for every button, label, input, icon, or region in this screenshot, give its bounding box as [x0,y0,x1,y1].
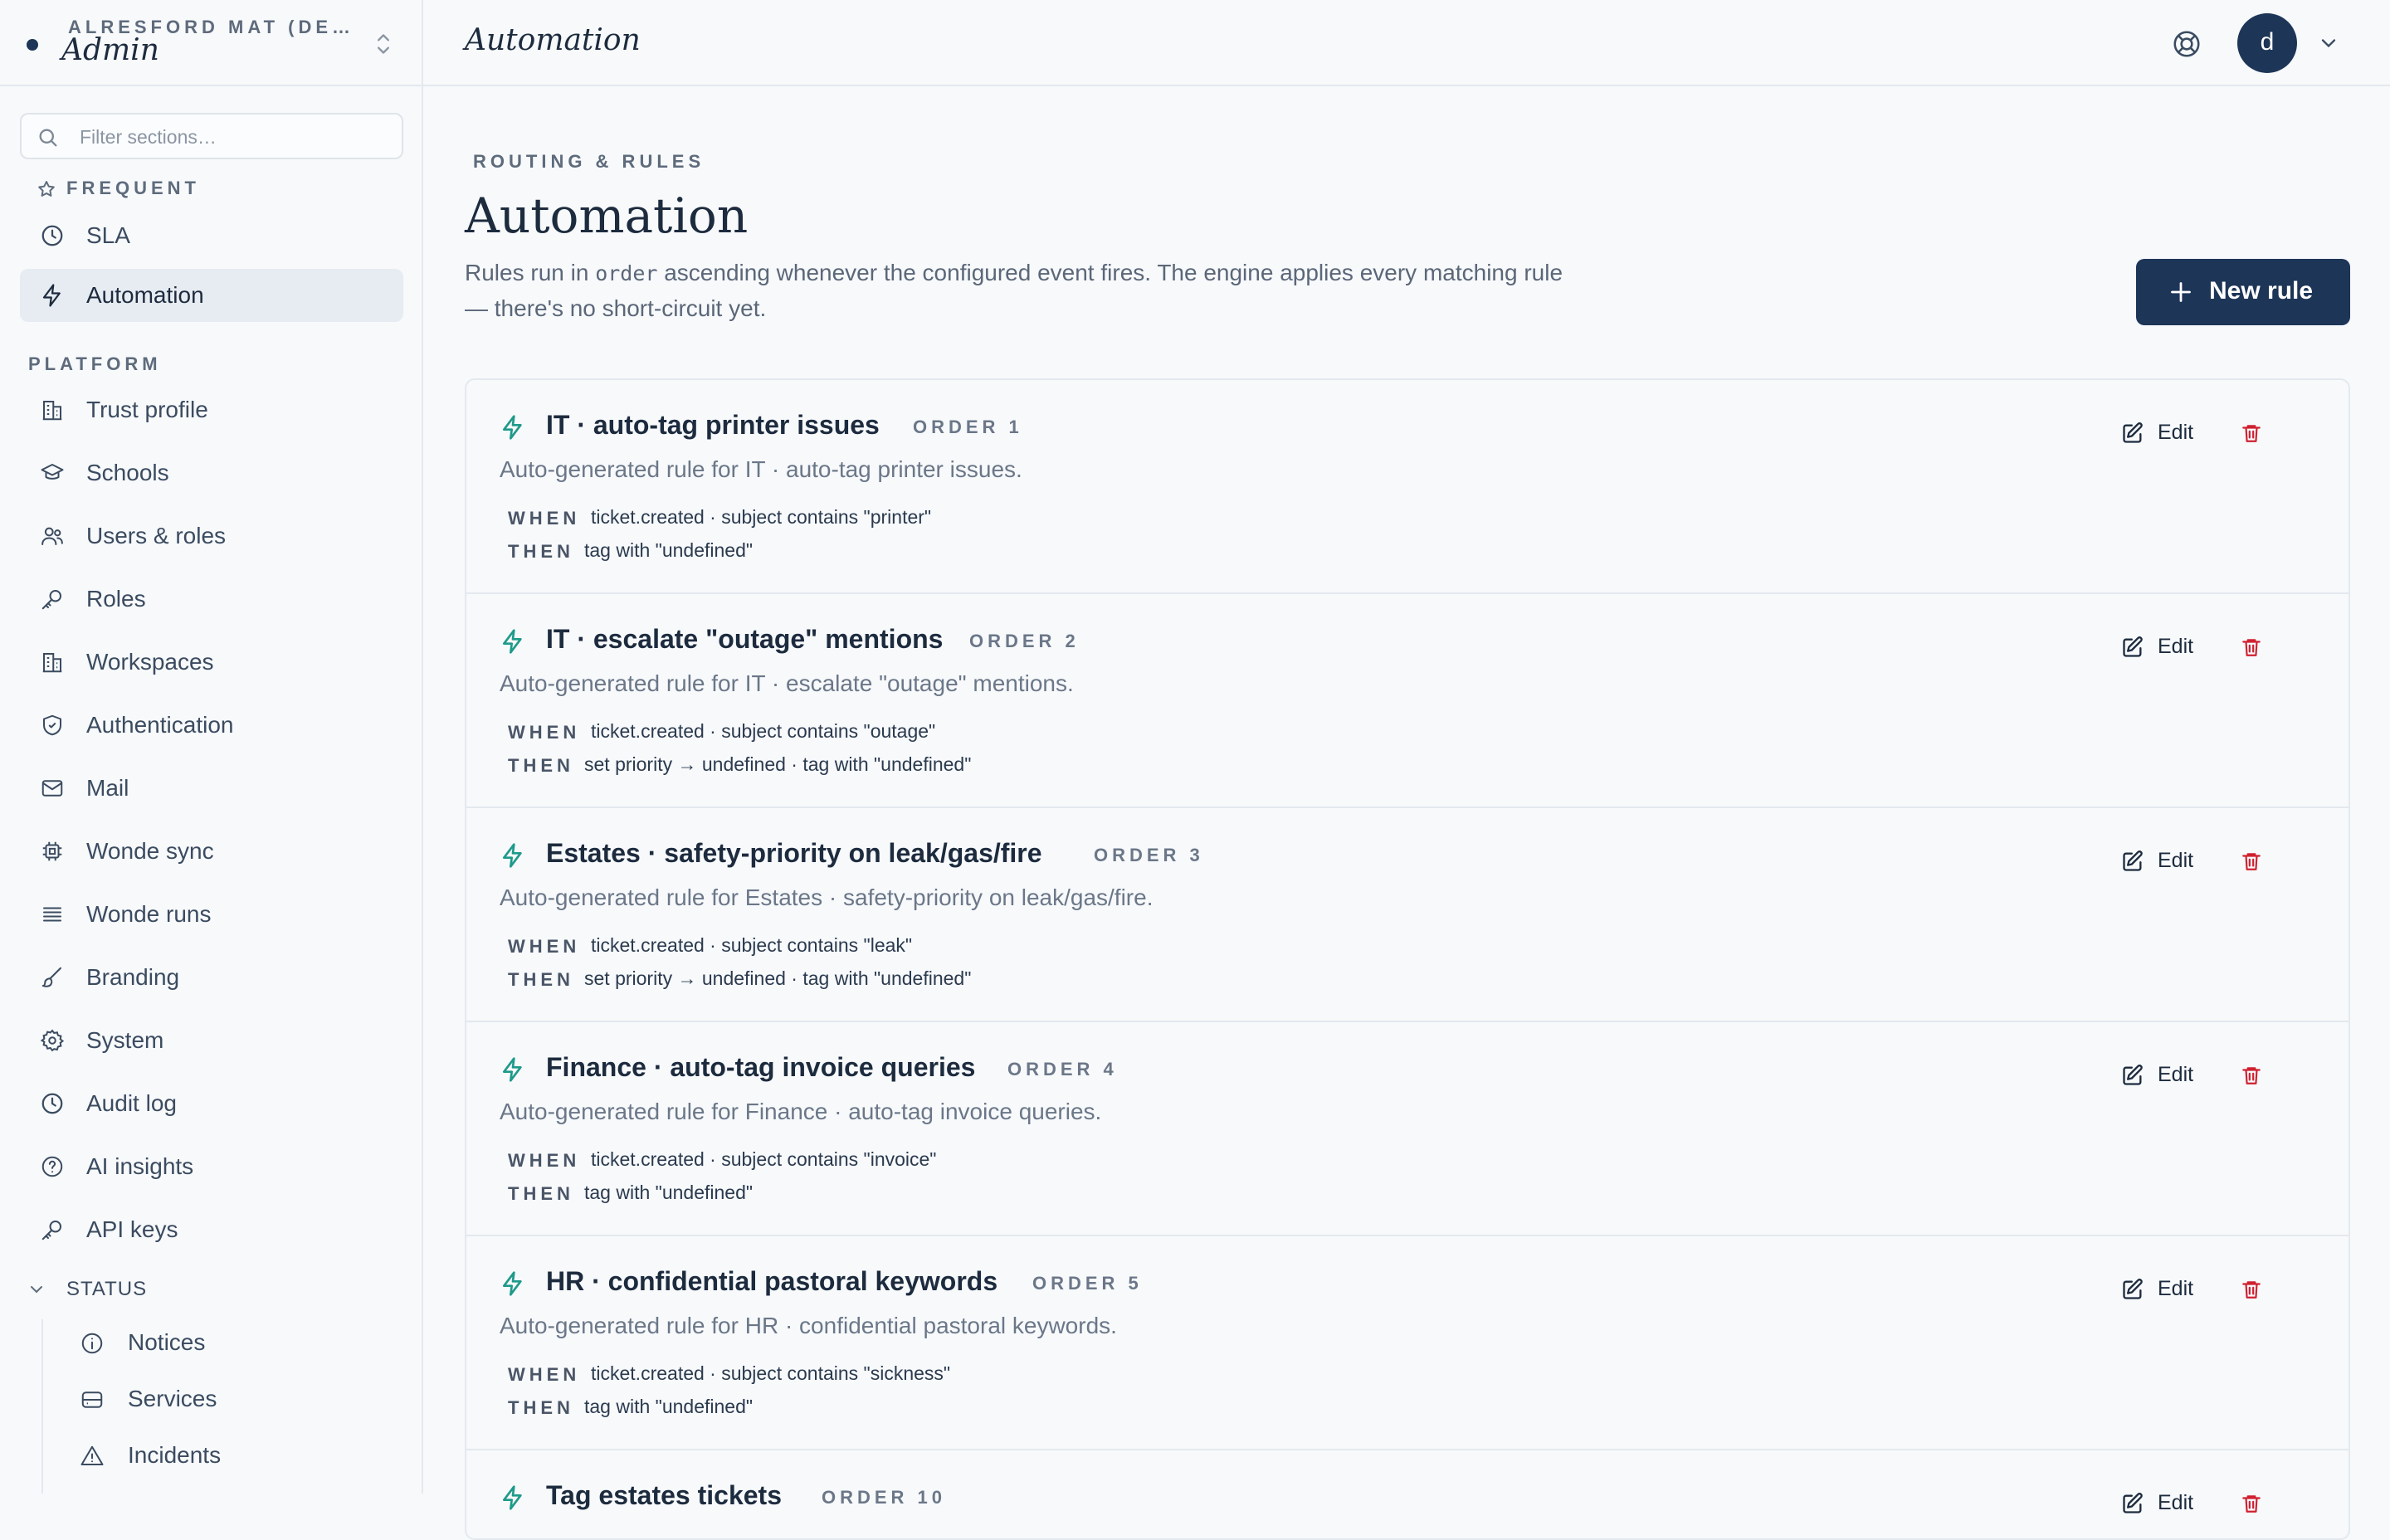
sidebar-item-users-roles[interactable] [20,509,403,563]
rule-description: Auto-generated rule for HR · confidential pastoral keywords. [500,1313,1117,1338]
graduation-cap-icon [40,461,65,485]
page-description [465,256,1577,326]
rule-name: Estates · safety-priority on leak/gas/fire [546,838,1042,868]
then-label: THEN [508,1397,574,1418]
sidebar-item-workspaces[interactable] [20,636,403,689]
rule-action: set priority → undefined · tag with "undefined" [584,753,972,775]
edit-label: Edit [2158,1277,2194,1300]
sidebar [0,0,423,1494]
rule-row [466,808,2349,1022]
rule-order: ORDER 3 [1094,845,1204,865]
rule-description: Auto-generated rule for IT · auto-tag printer issues. [500,456,1022,482]
when-label: WHEN [508,936,581,957]
trash-icon [2241,1064,2262,1087]
rule-row [466,1450,2349,1540]
trash-icon [2241,422,2262,445]
delete-rule-button[interactable] [2234,631,2267,664]
rule-description: Auto-generated rule for IT · escalate "outage" mentions. [500,670,1074,696]
key-icon [40,1217,65,1242]
trash-icon [2241,850,2262,873]
rule-condition: ticket.created · subject contains "outage" [591,720,936,742]
when-label: WHEN [508,722,581,743]
trash-icon [2241,1278,2262,1301]
list-icon [40,902,65,927]
sidebar-item-mail[interactable] [20,762,403,815]
delete-rule-button[interactable] [2234,845,2267,878]
page-title: Automation [465,188,749,244]
sidebar-item-label: Wonde runs [86,901,212,927]
info-icon [80,1331,105,1356]
sidebar-item-label: Automation [86,282,204,308]
org-status-dot [27,39,38,51]
sidebar-item-label: API keys [86,1216,178,1242]
edit-icon [2121,1064,2144,1087]
org-role: Admin [61,33,159,67]
sidebar-item-label: Workspaces [86,649,214,675]
description-code: order [595,261,658,285]
header-title: Automation [465,23,641,57]
rule-action: tag with "undefined" [584,1396,754,1417]
rule-order: ORDER 5 [1032,1273,1143,1294]
sidebar-item-ai-insights[interactable] [20,1140,403,1193]
rule-action: tag with "undefined" [584,539,754,561]
then-label: THEN [508,541,574,562]
lifebuoy-icon[interactable] [2171,28,2202,60]
then-label: THEN [508,969,574,990]
edit-icon [2121,850,2144,873]
edit-rule-button[interactable] [2114,1059,2206,1092]
building-icon [40,650,65,675]
edit-label: Edit [2158,1063,2194,1086]
rule-order: ORDER 2 [969,631,1080,651]
bolt-icon [500,1270,526,1298]
sidebar-item-label: Audit log [86,1090,177,1116]
sidebar-item-label: SLA [86,222,130,248]
rule-order: ORDER 10 [822,1487,947,1508]
then-label: THEN [508,755,574,776]
delete-rule-button[interactable] [2234,1059,2267,1092]
bolt-icon [500,413,526,441]
trash-icon [2241,636,2262,659]
rule-row [466,1236,2349,1450]
help-circle-icon [40,1154,65,1179]
star-icon [37,179,56,199]
sidebar-item-label: Services [128,1386,217,1411]
clock-icon [40,223,65,248]
edit-rule-button[interactable] [2114,845,2206,878]
edit-icon [2121,422,2144,445]
edit-icon [2121,636,2144,659]
section-heading-frequent: FREQUENT [66,178,200,198]
sidebar-item-label: Wonde sync [86,838,214,864]
chevron-up-down-icon [372,30,395,58]
edit-label: Edit [2158,849,2194,872]
rule-condition: ticket.created · subject contains "leak" [591,934,913,956]
clock-icon [40,1091,65,1116]
chip-icon [40,839,65,864]
when-label: WHEN [508,1150,581,1171]
sidebar-item-sla[interactable] [20,209,403,262]
server-icon [80,1387,105,1412]
plus-icon [2169,280,2192,304]
description-text: Rules run in [465,260,596,285]
edit-rule-button[interactable] [2114,1273,2206,1306]
sidebar-item-trust-profile[interactable] [20,383,403,436]
sidebar-item-wonde-runs[interactable] [20,888,403,941]
chevron-down-icon[interactable] [2317,32,2340,55]
users-icon [40,524,65,548]
sidebar-item-label: Schools [86,460,169,485]
sidebar-item-wonde-sync[interactable] [20,825,403,878]
chevron-down-icon [27,1279,46,1299]
warning-icon [80,1444,105,1469]
bolt-icon [500,841,526,870]
edit-icon [2121,1278,2144,1301]
key-icon [40,587,65,612]
edit-rule-button[interactable] [2114,417,2206,450]
rules-list [465,378,2350,1540]
top-bar [423,0,2390,86]
edit-label: Edit [2158,1491,2194,1514]
filter-sections-input[interactable] [80,123,387,151]
org-switcher[interactable] [0,0,423,86]
status-tree-line [41,1319,43,1494]
sidebar-item-notices[interactable] [61,1318,403,1367]
sidebar-item-automation[interactable] [20,269,403,322]
rule-name: HR · confidential pastoral keywords [546,1266,998,1296]
page-eyebrow: ROUTING & RULES [473,151,705,172]
status-section-toggle[interactable] [20,1273,403,1306]
rule-name: IT · auto-tag printer issues [546,410,880,440]
sidebar-item-label: Branding [86,964,180,990]
sidebar-item-label: Trust profile [86,397,208,422]
rule-row [466,594,2349,808]
bolt-icon [500,627,526,655]
rule-condition: ticket.created · subject contains "printer" [591,506,932,528]
section-heading-platform: PLATFORM [28,353,162,374]
sidebar-item-label: Notices [128,1329,206,1355]
bolt-icon [40,283,65,308]
new-rule-label: New rule [2209,277,2314,305]
sidebar-item-label: Incidents [128,1442,222,1468]
gear-icon [40,1028,65,1053]
edit-icon [2121,1492,2144,1515]
new-rule-button[interactable] [2136,259,2350,325]
when-label: WHEN [508,1364,581,1385]
edit-rule-button[interactable] [2114,1487,2206,1520]
sidebar-item-audit-log[interactable] [20,1077,403,1130]
avatar[interactable]: d [2237,13,2297,73]
sidebar-item-api-keys[interactable] [20,1203,403,1256]
bolt-icon [500,1055,526,1084]
description-text: ascending whenever the configured event fires. The engine applies every matching rule — there's no short-circuit yet. [465,260,1563,321]
mail-icon [40,776,65,801]
rule-order: ORDER 4 [1007,1059,1118,1079]
sidebar-item-label: Authentication [86,712,234,738]
edit-rule-button[interactable] [2114,631,2206,664]
search-icon [37,126,60,149]
rule-condition: ticket.created · subject contains "invoice" [591,1148,937,1170]
trash-icon [2241,1492,2262,1515]
filter-sections[interactable] [20,113,403,159]
delete-rule-button[interactable] [2234,417,2267,450]
rule-condition: ticket.created · subject contains "sickness" [591,1362,951,1384]
sidebar-item-incidents[interactable] [61,1430,403,1480]
sidebar-item-branding[interactable] [20,951,403,1004]
bolt-icon [500,1484,526,1512]
brush-icon [40,965,65,990]
sidebar-item-label: AI insights [86,1153,194,1179]
rule-action: tag with "undefined" [584,1182,754,1203]
sidebar-item-roles[interactable] [20,573,403,626]
edit-label: Edit [2158,635,2194,658]
rule-name: Finance · auto-tag invoice queries [546,1052,976,1082]
delete-rule-button[interactable] [2234,1273,2267,1306]
rule-name: Tag estates tickets [546,1480,782,1510]
rule-row [466,380,2349,594]
sidebar-item-label: Users & roles [86,523,227,548]
rule-description: Auto-generated rule for Finance · auto-tag invoice queries. [500,1099,1102,1124]
section-heading-status: STATUS [66,1278,148,1300]
sidebar-item-services[interactable] [61,1374,403,1424]
org-name: ALRESFORD MAT (DE… [68,17,355,37]
building-icon [40,397,65,422]
rule-row [466,1022,2349,1236]
when-label: WHEN [508,508,581,529]
then-label: THEN [508,1183,574,1204]
sidebar-item-system[interactable] [20,1014,403,1067]
sidebar-item-label: Roles [86,586,146,612]
sidebar-item-label: System [86,1027,164,1053]
rule-description: Auto-generated rule for Estates · safety-priority on leak/gas/fire. [500,885,1154,910]
sidebar-item-authentication[interactable] [20,699,403,752]
sidebar-item-schools[interactable] [20,446,403,500]
rule-name: IT · escalate "outage" mentions [546,624,944,654]
shield-icon [40,713,65,738]
sidebar-item-label: Mail [86,775,129,801]
edit-label: Edit [2158,421,2194,444]
rule-order: ORDER 1 [913,417,1023,437]
rule-action: set priority → undefined · tag with "undefined" [584,967,972,989]
delete-rule-button[interactable] [2234,1487,2267,1520]
